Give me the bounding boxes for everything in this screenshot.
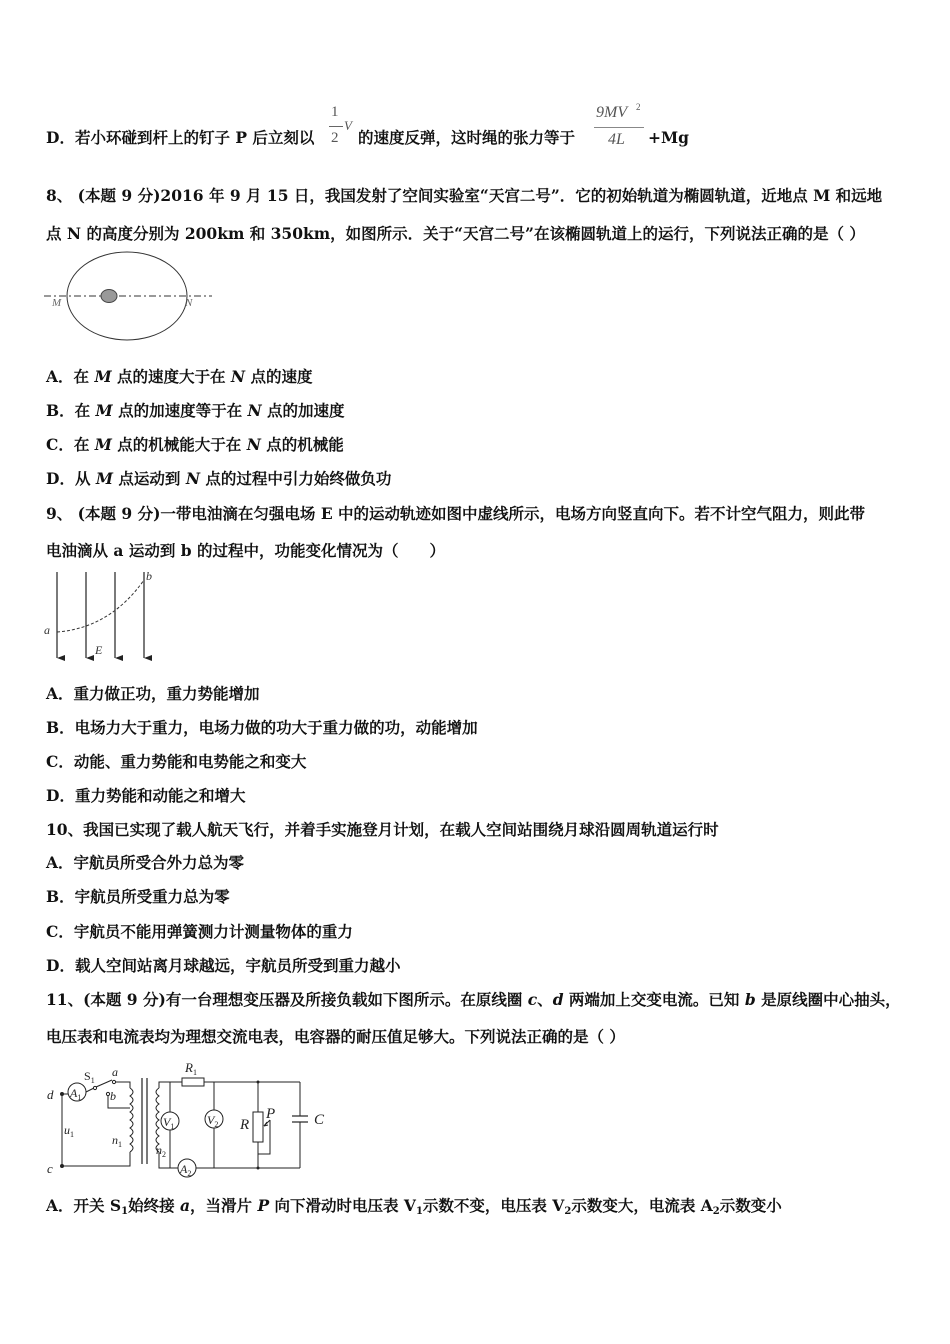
svg-text:A1: $A_1$ — [70, 1086, 82, 1102]
half-fraction: 1 2 V — [331, 104, 352, 146]
svg-text:S1: $S_1$ — [84, 1069, 95, 1085]
label-p: P — [266, 1106, 276, 1122]
q8-option-c: C．在 M 点的机械能大于在 N 点的机械能 — [46, 435, 344, 454]
label-b: b — [110, 1089, 116, 1103]
q9-option-b: B．电场力大于重力，电场力做的功大于重力做的功，动能增加 — [46, 718, 478, 737]
label-r: R — [240, 1117, 250, 1133]
label-e: E — [95, 643, 103, 657]
trajectory-path — [57, 580, 144, 632]
switch-s1 — [96, 1080, 112, 1087]
label-c: c — [47, 1161, 53, 1176]
q8-stem-line2: 点 N 的高度分别为 200km 和 350km，如图所示．关于“天宫二号”在该椭圆轨道上的运行，下列说法正确的是（ ） — [46, 224, 865, 243]
q10-option-a: A．宇航员所受合外力总为零 — [46, 853, 245, 872]
q9-stem-line2: 电油滴从 a 运动到 b 的过程中，功能变化情况为（ ） — [46, 541, 445, 560]
label-d: d — [47, 1087, 54, 1102]
tension-fraction: 9MV 2 4L — [594, 102, 650, 154]
q7-option-d: D．若小环碰到杆上的钉子 P 后立刻以 — [46, 128, 315, 147]
q10-option-d: D．载人空间站离月球越远，宇航员所受到重力越小 — [46, 956, 401, 975]
q8-option-b: B．在 M 点的加速度等于在 N 点的加速度 — [46, 401, 345, 420]
q9-option-a: A．重力做正功，重力势能增加 — [46, 684, 260, 703]
label-b: b — [146, 569, 152, 583]
svg-text:n2: $n_2$ — [156, 1143, 166, 1159]
svg-text:V1: $V_1$ — [163, 1115, 175, 1131]
orbit-diagram — [42, 250, 217, 342]
q7-option-d-mid: 的速度反弹，这时绳的张力等于 — [358, 128, 576, 147]
q11-stem-line1: 11、(本题 9 分)有一台理想变压器及所接负载如下图所示。在原线圈 c、d 两端加上交变电流。已知 b 是原线圈中心抽头， — [46, 990, 901, 1009]
svg-text:V2: $V_2$ — [207, 1113, 219, 1129]
q10-stem: 10、我国已实现了载人航天飞行，并着手实施登月计划，在载人空间站围绕月球沿圆周轨道运行时 — [46, 820, 719, 839]
q8-stem-line1: 8、 (本题 9 分)2016 年 9 月 15 日，我国发射了空间实验室“天宫二号”．它的初始轨道为椭圆轨道，近地点 M 和远地 — [46, 186, 883, 205]
transformer-circuit-diagram — [44, 1056, 344, 1182]
label-m: M — [52, 297, 62, 309]
label-a: a — [112, 1065, 118, 1079]
label-a: a — [44, 623, 50, 637]
q9-stem-line1: 9、 (本题 9 分)一带电油滴在匀强电场 E 中的运动轨迹如图中虚线所示，电场方向竖直向下。若不计空气阻力，则此带 — [46, 504, 866, 523]
svg-text:R1: $R_1$ — [185, 1060, 197, 1077]
q11-option-a: A．开关 $S_1$始终接 a，当滑片 P 向下滑动时电压表 $V_1$示数不变，电压表 $V_2$示数变大，电流表 $A_2$示数变小 — [46, 1196, 782, 1217]
svg-text:n1: $n_1$ — [112, 1133, 122, 1149]
label-n: N — [185, 297, 193, 309]
electric-field-diagram — [40, 568, 160, 663]
resistor-r1 — [182, 1078, 204, 1086]
q8-option-a: A．在 M 点的速度大于在 N 点的速度 — [46, 367, 313, 386]
q11-stem-line2: 电压表和电流表均为理想交流电表，电容器的耐压值足够大。下列说法正确的是（ ） — [46, 1027, 625, 1046]
primary-coil — [130, 1088, 133, 1152]
q10-option-c: C．宇航员不能用弹簧测力计测量物体的重力 — [46, 922, 353, 941]
label-c-cap: C — [314, 1112, 325, 1128]
earth-icon — [101, 290, 117, 303]
svg-text:A2: $A_2$ — [180, 1162, 192, 1178]
q9-option-c: C．动能、重力势能和电势能之和变大 — [46, 752, 307, 771]
q8-option-d: D．从 M 点运动到 N 点的过程中引力始终做负功 — [46, 469, 392, 488]
q9-option-d: D．重力势能和动能之和增大 — [46, 786, 246, 805]
rheostat-r — [253, 1112, 263, 1142]
q7-option-d-post: +Mg — [648, 128, 689, 147]
label-u1: $u_1$ — [64, 1123, 74, 1139]
q10-option-b: B．宇航员所受重力总为零 — [46, 887, 230, 906]
